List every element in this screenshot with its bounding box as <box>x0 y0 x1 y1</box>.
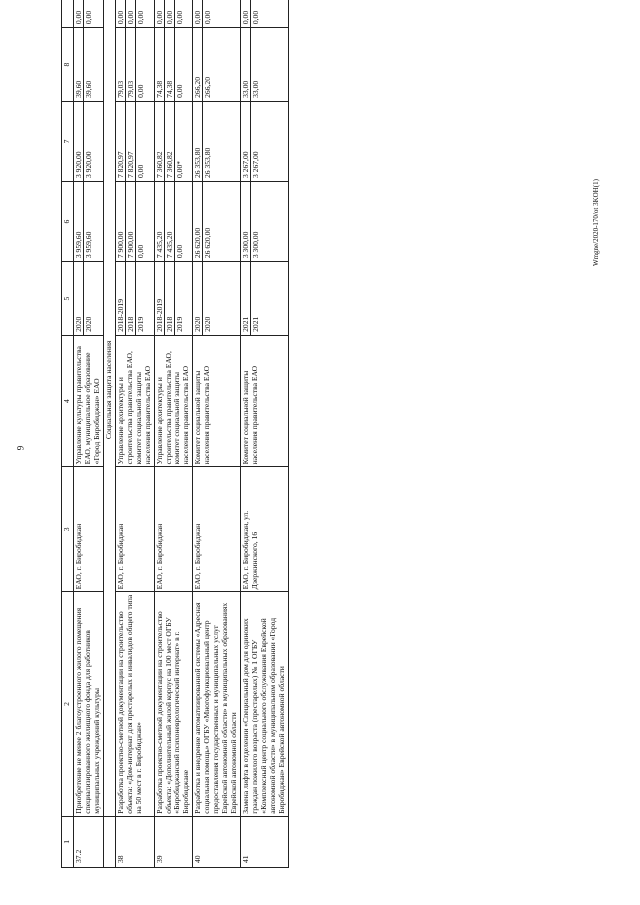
implementation-years-value: 2020 <box>74 262 84 335</box>
total-funding-value: 7 435,20 <box>165 182 175 261</box>
table-body <box>62 0 289 868</box>
implementation-years-value: 2018 <box>165 262 175 335</box>
implementation-years-value: 2019 <box>135 316 145 332</box>
project-location: ЕАО, г. Биробиджан <box>154 467 193 592</box>
other-funding-value: 0,00 <box>165 0 175 27</box>
document-code: Wmgne/2020-170/ot 3KOH(1) <box>592 179 600 266</box>
header-cell: 1 <box>62 816 74 867</box>
total-funding-value: 3 959,60 <box>83 231 93 259</box>
regional-funding-value: 0,00 <box>135 84 145 98</box>
project-name: Приобретение не менее 2 благоустроенного жилого помещения специализированного жилищного фонда для работников муниципальных учреждений культуры <box>73 592 103 816</box>
row-number: 39 <box>154 816 193 867</box>
table-row <box>154 0 193 868</box>
section-row <box>103 0 115 868</box>
total-funding-value: 0,00 <box>135 244 145 259</box>
federal-funding-value: 3 267,00 <box>251 151 261 179</box>
implementation-years-value: 2021 <box>241 262 251 335</box>
header-cell: 4 <box>62 335 74 466</box>
project-name: Разработка проектно-сметной документации на строительство объекта: «Дом-интернат для престарелых и инвалидов общего типа на 50 мест в г. Биробиджан» <box>115 592 154 816</box>
row-number: 40 <box>193 816 241 867</box>
regional-funding-value: 39,60 <box>83 80 93 98</box>
header-cell: 5 <box>62 262 74 336</box>
other-funding-value: 0,00 <box>126 0 136 27</box>
implementation-years <box>193 262 241 336</box>
total-funding <box>241 182 289 262</box>
implementation-years-value: 2018-2019 <box>116 262 126 335</box>
other-funding-value: 0,00 <box>74 0 84 27</box>
other-funding <box>115 0 154 28</box>
other-funding-value: 0,00 <box>116 0 126 27</box>
total-funding-value: 3 300,00 <box>251 231 261 259</box>
implementation-years <box>154 262 193 336</box>
project-location: ЕАО, г. Биробиджан <box>115 467 154 592</box>
table-row <box>73 0 103 868</box>
project-name: Замена лифта в отделении «Специальный дом для одиноких граждан пожилого возраста (престарелых) № 1 ОГБУ «Комплексный центр социального обслуживания Еврейской автономной области» в муниципальном образовании «Город Биробиджан» Еврейской автономной области <box>241 592 289 816</box>
implementation-years-value: 2019 <box>174 316 184 332</box>
federal-funding-value: 7 360,82 <box>165 102 175 181</box>
row-number: 38 <box>115 816 154 867</box>
header-cell: 7 <box>62 101 74 181</box>
regional-funding <box>73 28 103 102</box>
implementation-years-value: 2021 <box>251 316 261 332</box>
regional-funding-value: 39,60 <box>74 28 84 101</box>
section-spacer <box>103 816 115 867</box>
implementation-years <box>115 262 154 336</box>
implementation-years-value: 2020 <box>193 262 203 335</box>
regional-funding-value: 0,00 <box>174 84 184 98</box>
federal-funding <box>154 101 193 181</box>
investment-table <box>61 0 640 868</box>
header-cell: 3 <box>62 467 74 592</box>
federal-funding-value: 0,00* <box>174 160 184 179</box>
total-funding-value: 7 900,00 <box>126 182 136 261</box>
other-funding-value: 0,00 <box>203 10 213 25</box>
table-header-row <box>62 0 74 868</box>
other-funding <box>154 0 193 28</box>
row-number: 41 <box>241 816 289 867</box>
federal-funding-value: 26 353,80 <box>193 102 203 181</box>
regional-funding-value: 33,00 <box>251 80 261 98</box>
total-funding-value: 3 300,00 <box>241 182 251 261</box>
project-customer: Комитет социальной защиты населения правительства ЕАО <box>193 335 241 466</box>
project-name: Разработка и внедрение автоматизированной системы «Адресная социальная помощь» ОГБУ «Многофункциональный центр предоставления государственных и муниципальных услуг Еврейской автономной области» в муниципальных образованиях Еврейской автономной области <box>193 592 241 816</box>
regional-funding-value: 33,00 <box>241 28 251 101</box>
federal-funding-value: 3 920,00 <box>83 151 93 179</box>
federal-funding-value: 7 820,97 <box>116 102 126 181</box>
regional-funding-value: 74,38 <box>165 28 175 101</box>
implementation-years-value: 2018 <box>126 262 136 335</box>
header-cell: 6 <box>62 182 74 262</box>
total-funding-value: 7 435,20 <box>155 182 165 261</box>
other-funding <box>241 0 289 28</box>
regional-funding-value: 266,20 <box>203 77 213 98</box>
federal-funding <box>115 101 154 181</box>
page-number: 9 <box>15 445 26 451</box>
project-location: ЕАО, г. Биробиджан <box>73 467 103 592</box>
project-name: Разработка проектно-сметной документации на строительство объекта: «Дополнительный жилой корпус на 100 мест ОГБУ «Биробиджанский психоневрологический интернат» в г. Биробиджане <box>154 592 193 816</box>
other-funding-value: 0,00 <box>193 0 203 27</box>
federal-funding <box>193 101 241 181</box>
project-customer: Управление архитектуры и строительства правительства ЕАО, комитет социальной защиты населения правительства ЕАО <box>154 335 193 466</box>
implementation-years-value: 2018-2019 <box>155 262 165 335</box>
other-funding-value: 0,00 <box>135 10 145 25</box>
row-number: 37.2 <box>73 816 103 867</box>
regional-funding-value: 74,38 <box>155 28 165 101</box>
header-cell: 2 <box>62 592 74 816</box>
table-row <box>115 0 154 868</box>
section-title: Социальная защита населения <box>103 0 115 816</box>
other-funding-value: 0,00 <box>83 10 93 25</box>
total-funding-value: 7 900,00 <box>116 182 126 261</box>
total-funding <box>73 182 103 262</box>
regional-funding <box>115 28 154 102</box>
project-location: ЕАО, г. Биробиджан, ул. Дзержинского, 16 <box>241 467 289 592</box>
other-funding-value: 0,00 <box>174 10 184 25</box>
total-funding-value: 3 959,60 <box>74 182 84 261</box>
project-customer: Управление культуры правительства ЕАО, муниципальное образование «Город Биробиджан» ЕАО <box>73 335 103 466</box>
other-funding <box>73 0 103 28</box>
project-location: ЕАО, г. Биробиджан <box>193 467 241 592</box>
total-funding-value: 26 620,00 <box>193 182 203 261</box>
regional-funding-value: 79,03 <box>126 28 136 101</box>
implementation-years-value: 2020 <box>83 316 93 332</box>
other-funding <box>193 0 241 28</box>
other-funding-value: 0,00 <box>251 10 261 25</box>
federal-funding <box>73 101 103 181</box>
project-customer: Управление архитектуры и строительства правительства ЕАО, комитет социальной защиты населения правительства ЕАО <box>115 335 154 466</box>
total-funding <box>154 182 193 262</box>
implementation-years <box>241 262 289 336</box>
header-cell: 8 <box>62 28 74 102</box>
implementation-years-value: 2020 <box>203 316 213 332</box>
federal-funding-value: 3 267,00 <box>241 102 251 181</box>
federal-funding-value: 3 920,00 <box>74 102 84 181</box>
federal-funding-value: 7 820,97 <box>126 102 136 181</box>
implementation-years <box>73 262 103 336</box>
federal-funding-value: 7 360,82 <box>155 102 165 181</box>
regional-funding-value: 266,20 <box>193 28 203 101</box>
table-row <box>193 0 241 868</box>
federal-funding-value: 26 353,80 <box>203 147 213 179</box>
header-cell <box>62 0 74 28</box>
other-funding-value: 0,00 <box>155 0 165 27</box>
regional-funding-value: 79,03 <box>116 28 126 101</box>
other-funding-value: 0,00 <box>241 0 251 27</box>
total-funding-value: 0,00 <box>174 244 184 259</box>
total-funding <box>193 182 241 262</box>
regional-funding <box>241 28 289 102</box>
regional-funding <box>193 28 241 102</box>
total-funding-value: 26 620,00 <box>203 227 213 259</box>
federal-funding <box>241 101 289 181</box>
total-funding <box>115 182 154 262</box>
project-customer: Комитет социальной защиты населения правительства ЕАО <box>241 335 289 466</box>
federal-funding-value: 0,00 <box>135 164 145 179</box>
table-row <box>241 0 289 868</box>
regional-funding <box>154 28 193 102</box>
